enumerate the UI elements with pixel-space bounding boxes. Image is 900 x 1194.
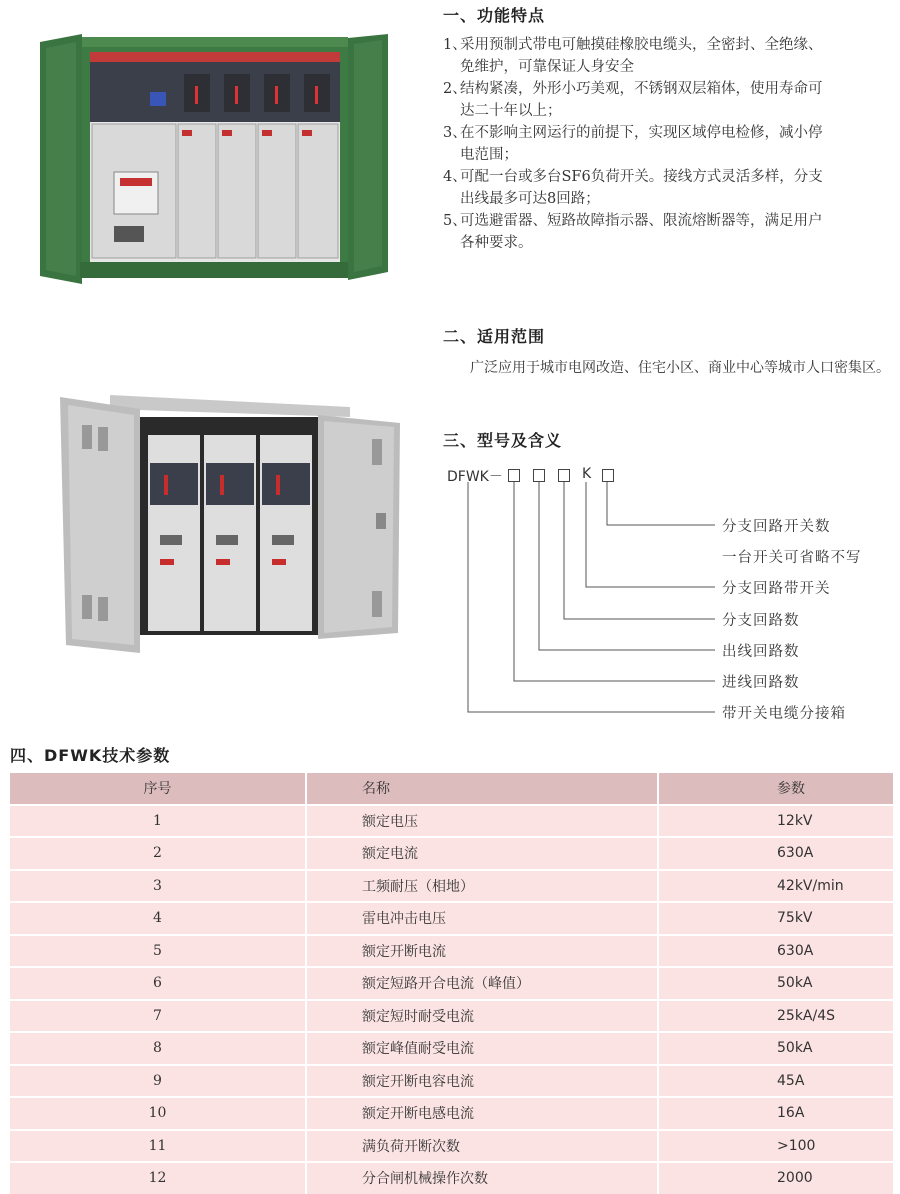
cell-no: 5	[10, 935, 306, 968]
model-box-3	[558, 469, 570, 482]
table-row	[10, 837, 894, 870]
feature-item-2: 2、结构紧凑，外形小巧美观，不锈钢双层箱体，使用寿命可 达二十年以上；	[443, 81, 823, 119]
table-row	[10, 1097, 894, 1130]
cell-no: 1	[10, 805, 306, 838]
table-row	[10, 1130, 894, 1163]
cell-name: 额定电流	[306, 837, 658, 870]
model-label-outgoing-count: 出线回路数	[722, 644, 800, 660]
table-row	[10, 805, 894, 838]
feature-item-3: 3、在不影响主网运行的前提下，实现区域停电检修，减小停 电范围；	[443, 125, 823, 163]
model-prefix: DFWK－	[447, 469, 503, 485]
table-row	[10, 1000, 894, 1033]
model-label-branch-switch-count: 分支回路开关数	[722, 519, 831, 535]
features-title: 一、功能特点	[443, 6, 546, 25]
header-value: 参数	[658, 773, 894, 805]
cell-value: 42kV/min	[658, 870, 894, 903]
model-label-branch-count: 分支回路数	[722, 613, 800, 629]
table-row	[10, 1032, 894, 1065]
cell-value: >100	[658, 1130, 894, 1163]
cell-value: 45A	[658, 1065, 894, 1098]
cell-value: 50kA	[658, 1032, 894, 1065]
cell-name: 额定短路开合电流（峰值）	[306, 967, 658, 1000]
cell-name: 分合闸机械操作次数	[306, 1162, 658, 1194]
params-title: 四、DFWK技术参数	[10, 746, 171, 765]
model-label-omit-note: 一台开关可省略不写	[722, 550, 862, 566]
cell-name: 工频耐压（相地）	[306, 870, 658, 903]
cell-name: 满负荷开断次数	[306, 1130, 658, 1163]
cell-name: 额定开断电容电流	[306, 1065, 658, 1098]
cell-no: 6	[10, 967, 306, 1000]
table-row	[10, 935, 894, 968]
cell-no: 3	[10, 870, 306, 903]
cell-name: 额定短时耐受电流	[306, 1000, 658, 1033]
cell-no: 12	[10, 1162, 306, 1194]
cell-no: 7	[10, 1000, 306, 1033]
cell-name: 额定峰值耐受电流	[306, 1032, 658, 1065]
cell-no: 10	[10, 1097, 306, 1130]
model-box-4	[602, 469, 614, 482]
table-row	[10, 902, 894, 935]
table-row	[10, 1065, 894, 1098]
model-label-branch-with-switch: 分支回路带开关	[722, 581, 831, 597]
feature-item-4: 4、可配一台或多台SF6负荷开关。接线方式灵活多样，分支 出线最多可达8回路；	[443, 169, 823, 207]
cell-value: 12kV	[658, 805, 894, 838]
params-table	[10, 773, 895, 1194]
cell-value: 16A	[658, 1097, 894, 1130]
feature-item-5: 5、可选避雷器、短路故障指示器、限流熔断器等，满足用户 各种要求。	[443, 213, 823, 251]
header-no: 序号	[10, 773, 306, 805]
model-box-1	[508, 469, 520, 482]
cell-name: 额定电压	[306, 805, 658, 838]
cell-no: 9	[10, 1065, 306, 1098]
model-title: 三、型号及含义	[443, 431, 563, 450]
cell-value: 75kV	[658, 902, 894, 935]
cell-name: 额定开断电流	[306, 935, 658, 968]
stainless-cabinet-photo	[60, 395, 405, 660]
table-row	[10, 967, 894, 1000]
table-row	[10, 870, 894, 903]
cell-no: 11	[10, 1130, 306, 1163]
table-header-row	[10, 773, 894, 805]
scope-text: 广泛应用于城市电网改造、住宅小区、商业中心等城市人口密集区。	[470, 360, 890, 376]
cell-value: 50kA	[658, 967, 894, 1000]
cell-no: 2	[10, 837, 306, 870]
cell-value: 630A	[658, 935, 894, 968]
cell-value: 25kA/4S	[658, 1000, 894, 1033]
model-label-product-name: 带开关电缆分接箱	[722, 706, 846, 722]
scope-title: 二、适用范围	[443, 327, 546, 346]
green-cabinet-photo	[40, 34, 395, 286]
model-k-letter: K	[582, 466, 592, 482]
cell-value: 2000	[658, 1162, 894, 1194]
header-name: 名称	[306, 773, 658, 805]
cell-name: 额定开断电感电流	[306, 1097, 658, 1130]
model-box-2	[533, 469, 545, 482]
cell-no: 4	[10, 902, 306, 935]
model-label-incoming-count: 进线回路数	[722, 675, 800, 691]
cell-value: 630A	[658, 837, 894, 870]
table-row	[10, 1162, 894, 1194]
cell-no: 8	[10, 1032, 306, 1065]
cell-name: 雷电冲击电压	[306, 902, 658, 935]
feature-item-1: 1、采用预制式带电可触摸硅橡胶电缆头，全密封、全绝缘、 免维护，可靠保证人身安全	[443, 37, 823, 75]
